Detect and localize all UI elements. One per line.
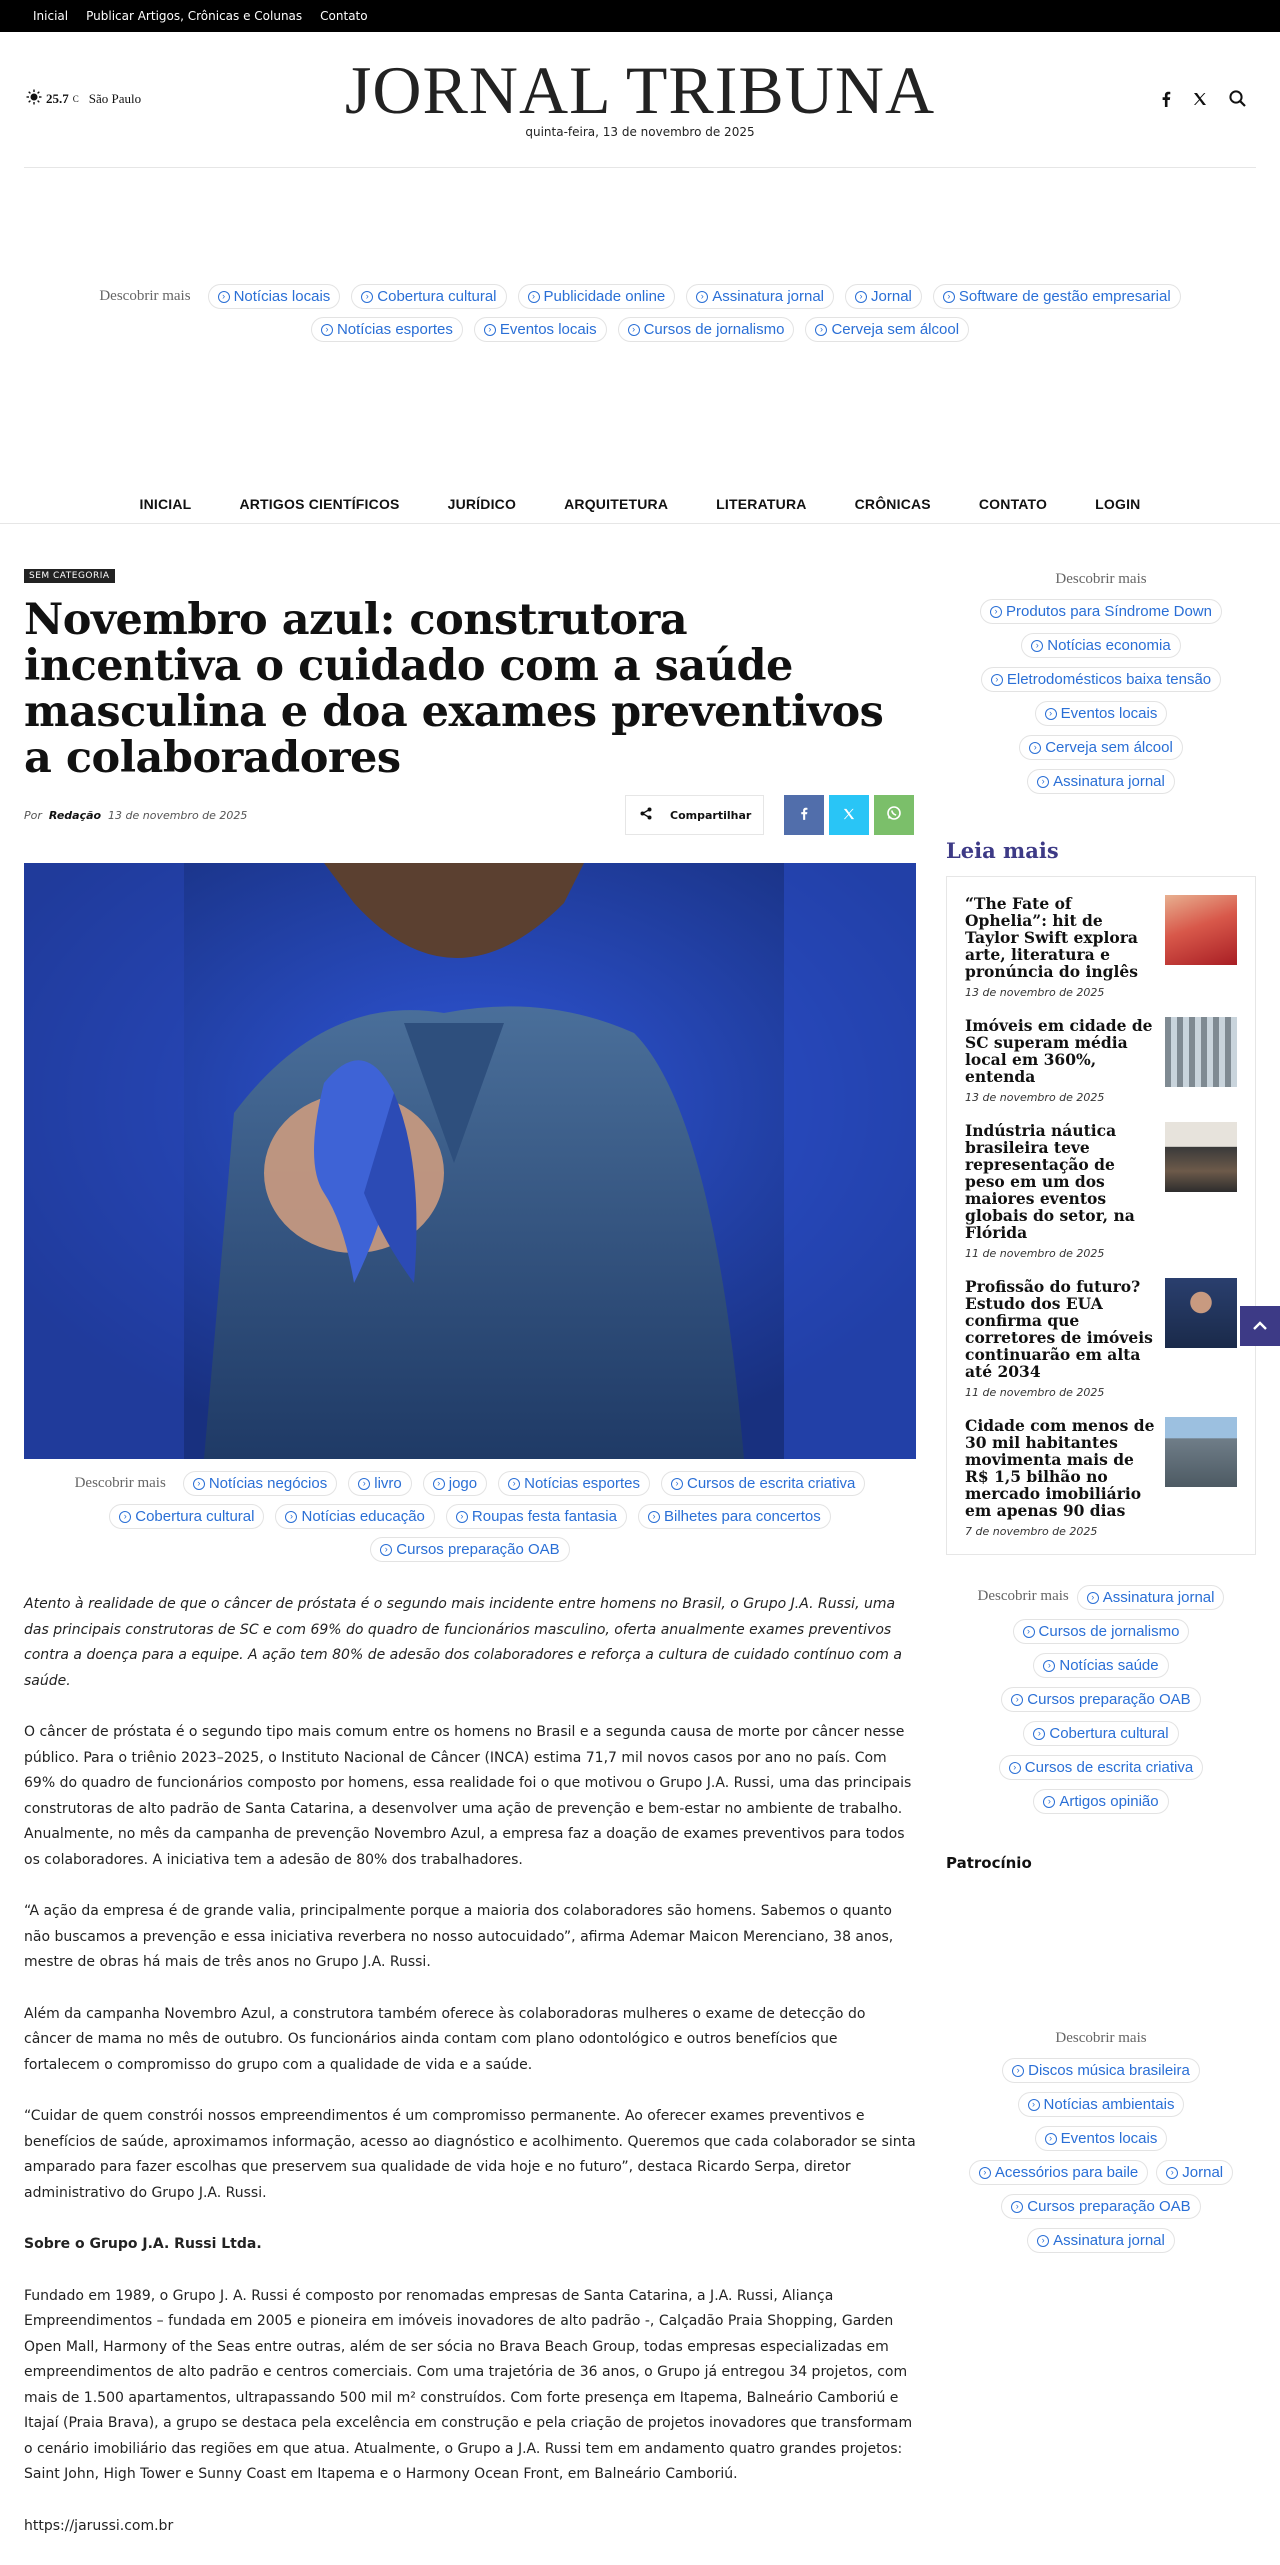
play-circle-icon: › — [1031, 640, 1043, 652]
article-column — [24, 565, 916, 2565]
discover-pill[interactable]: › Notícias saúde — [1033, 1653, 1168, 1678]
play-circle-icon: › — [508, 1478, 520, 1490]
post-title[interactable]: Profissão do futuro? Estudo dos EUA confirma que corretores de imóveis continuarão em alta até 2034 — [965, 1277, 1153, 1381]
discover-pill[interactable]: › Assinatura jornal — [1027, 2228, 1175, 2253]
discover-pill[interactable]: › Notícias educação — [275, 1504, 434, 1529]
nav-item-cronicas[interactable]: CRÔNICAS — [854, 495, 931, 512]
discover-pill[interactable]: › Acessórios para baile — [969, 2160, 1148, 2185]
discover-pill[interactable]: › Assinatura jornal — [1027, 769, 1175, 794]
topbar-link-contato[interactable]: Contato — [320, 9, 368, 23]
play-circle-icon: › — [119, 1511, 131, 1523]
article-subheading: Sobre o Grupo J.A. Russi Ltda. — [24, 2236, 262, 2252]
discover-pill[interactable]: › Cursos preparação OAB — [1001, 1687, 1200, 1712]
topbar-link-inicial[interactable]: Inicial — [33, 9, 69, 23]
list-item[interactable] — [965, 1278, 1237, 1399]
play-circle-icon: › — [1043, 1660, 1055, 1672]
discover-pill[interactable]: › Cobertura cultural — [351, 284, 506, 309]
back-to-top-button[interactable] — [1240, 1306, 1280, 1346]
discover-pill[interactable]: › Cobertura cultural — [1023, 1721, 1178, 1746]
post-thumbnail[interactable] — [1165, 1122, 1237, 1192]
discover-pill[interactable]: › Publicidade online — [518, 284, 676, 309]
nav-item-contato[interactable]: CONTATO — [978, 495, 1048, 512]
play-circle-icon: › — [943, 291, 955, 303]
discover-pill[interactable]: › Discos música brasileira — [1002, 2058, 1200, 2083]
discover-pill[interactable]: › jogo — [423, 1471, 487, 1496]
body-discover — [24, 1471, 916, 1562]
search-icon[interactable] — [1229, 90, 1246, 111]
play-circle-icon: › — [990, 606, 1002, 618]
post-thumbnail[interactable] — [1165, 1278, 1237, 1348]
topbar-link-publicar[interactable]: Publicar Artigos, Crônicas e Colunas — [86, 9, 303, 23]
x-twitter-icon[interactable] — [1193, 92, 1207, 110]
discover-pill[interactable]: › Assinatura jornal — [686, 284, 834, 309]
discover-pill[interactable]: › Software de gestão empresarial — [933, 284, 1181, 309]
x-twitter-icon — [843, 806, 855, 824]
article-paragraph: “Cuidar de quem constrói nossos empreendimentos é um compromisso permanente. Ao oferecer exames preventivos e benefícios de saúde, aproximamos informação, acesso ao diagnóstico e acolhimento. Queremos que cada colaborador se sinta amparado para fazer escolhas que preservem sua qualidade de vida hoje e no futuro”, destaca Ricardo Serpa, diretor administrativo do Grupo J.A. Russi. — [24, 2108, 916, 2201]
post-thumbnail[interactable] — [1165, 895, 1237, 965]
play-circle-icon: › — [1012, 2065, 1024, 2077]
play-circle-icon: › — [321, 324, 333, 336]
discover-pill[interactable]: › livro — [348, 1471, 412, 1496]
sidebar-discover-1 — [946, 571, 1256, 794]
discover-label: Descobrir mais — [99, 288, 191, 304]
discover-pill[interactable]: › Notícias esportes — [498, 1471, 650, 1496]
discover-pill[interactable]: › Cursos de escrita criativa — [661, 1471, 865, 1496]
share-facebook-button[interactable] — [784, 795, 824, 835]
play-circle-icon: › — [648, 1511, 660, 1523]
discover-pill[interactable]: › Assinatura jornal — [1077, 1585, 1225, 1610]
discover-pill[interactable]: › Eventos locais — [1035, 2126, 1168, 2151]
site-logo[interactable]: JORNAL TRIBUNA — [344, 52, 936, 128]
whatsapp-icon — [886, 805, 902, 825]
post-thumbnail[interactable] — [1165, 1017, 1237, 1087]
sponsorship-heading: Patrocínio — [946, 1854, 1032, 1872]
nav-item-artigos[interactable]: ARTIGOS CIENTÍFICOS — [239, 495, 400, 512]
header-date: quinta-feira, 13 de novembro de 2025 — [525, 125, 755, 139]
main-nav — [0, 484, 1280, 524]
post-title[interactable]: Cidade com menos de 30 mil habitantes movimenta mais de R$ 1,5 bilhão no mercado imobiliário em apenas 90 dias — [965, 1416, 1155, 1520]
discover-pill[interactable]: › Notícias ambientais — [1018, 2092, 1185, 2117]
discover-pill[interactable]: › Cursos de jornalismo — [1013, 1619, 1190, 1644]
discover-pill[interactable]: › Cursos de escrita criativa — [999, 1755, 1203, 1780]
play-circle-icon: › — [528, 291, 540, 303]
category-badge[interactable]: SEM CATEGORIA — [24, 569, 115, 583]
nav-item-login[interactable]: LOGIN — [1095, 495, 1141, 512]
list-item[interactable] — [965, 1417, 1237, 1538]
discover-pill[interactable]: › Cerveja sem álcool — [805, 317, 969, 342]
post-title[interactable]: Indústria náutica brasileira teve representação de peso em um dos maiores eventos globais do setor, na Flórida — [965, 1121, 1135, 1242]
post-thumbnail[interactable] — [1165, 1417, 1237, 1487]
hero-illustration — [24, 863, 916, 1459]
play-circle-icon: › — [1087, 1592, 1099, 1604]
weather-temp: 25.7 — [46, 91, 69, 106]
article-paragraph: Além da campanha Novembro Azul, a construtora também oferece às colaboradoras mulheres o exame de detecção do câncer de mama no mês de outubro. Os funcionários ainda contam com plano odontológico e outros benefícios que fortalecem o compromisso do grupo com a qualidade de vida e a saúde. — [24, 2005, 866, 2073]
post-date: 13 de novembro de 2025 — [965, 986, 1105, 999]
post-title[interactable]: Imóveis em cidade de SC superam média local em 360%, entenda — [965, 1016, 1153, 1086]
discover-label: Descobrir mais — [1055, 2030, 1147, 2046]
post-date: 11 de novembro de 2025 — [965, 1247, 1105, 1260]
discover-pill[interactable]: › Cursos preparação OAB — [1001, 2194, 1200, 2219]
play-circle-icon: › — [1043, 1796, 1055, 1808]
facebook-icon[interactable] — [1161, 91, 1171, 111]
play-circle-icon: › — [1037, 2235, 1049, 2247]
discover-pill[interactable]: › Cerveja sem álcool — [1019, 735, 1183, 760]
discover-label: Descobrir mais — [1055, 571, 1147, 587]
sidebar — [946, 565, 1256, 2253]
weather-city: São Paulo — [88, 91, 142, 106]
discover-pill[interactable]: › Bilhetes para concertos — [638, 1504, 831, 1529]
discover-pill[interactable]: › Notícias esportes — [311, 317, 463, 342]
share-whatsapp-button[interactable] — [874, 795, 914, 835]
play-circle-icon: › — [1029, 742, 1041, 754]
header-social — [1161, 90, 1246, 111]
play-circle-icon: › — [1033, 1728, 1045, 1740]
play-circle-icon: › — [285, 1511, 297, 1523]
post-date: 13 de novembro de 2025 — [965, 1091, 1105, 1104]
post-date: 11 de novembro de 2025 — [965, 1386, 1105, 1399]
play-circle-icon: › — [1045, 2133, 1057, 2145]
play-circle-icon: › — [1011, 1694, 1023, 1706]
article-body — [24, 1592, 916, 2539]
top-discover — [40, 284, 1240, 342]
discover-pill[interactable]: › Eventos locais — [1035, 701, 1168, 726]
author-link[interactable]: Redação — [48, 809, 102, 822]
play-circle-icon: › — [1009, 1762, 1021, 1774]
play-circle-icon: › — [456, 1511, 468, 1523]
facebook-icon — [800, 806, 808, 824]
play-circle-icon: › — [361, 291, 373, 303]
discover-pill[interactable]: › Notícias economia — [1021, 633, 1180, 658]
top-bar — [0, 0, 1280, 32]
play-circle-icon: › — [855, 291, 867, 303]
nav-item-literatura[interactable]: LITERATURA — [716, 495, 807, 512]
discover-pill[interactable]: › Notícias negócios — [183, 1471, 337, 1496]
discover-pill[interactable]: › Eletrodomésticos baixa tensão — [981, 667, 1221, 692]
article-paragraph: “A ação da empresa é de grande valia, principalmente porque a maioria dos colaboradores são homens. Sabemos o quanto não buscamos a prevenção e essa iniciativa reverbera no nosso autocuidado”, afirma Ademar Maicon Merenciano, 38 anos, mestre de obras há mais de três anos no Grupo J.A. Russi. — [24, 1903, 894, 1970]
byline: Por Redação — [24, 809, 102, 822]
weather-unit: C — [72, 94, 79, 104]
hero-image-blue-ribbon — [24, 863, 916, 1459]
play-circle-icon: › — [991, 674, 1003, 686]
nav-item-arquitetura[interactable]: ARQUITETURA — [564, 495, 669, 512]
chevron-up-icon — [1253, 1317, 1267, 1335]
play-circle-icon: › — [628, 324, 640, 336]
discover-label: Descobrir mais — [74, 1475, 166, 1491]
nav-item-inicial[interactable]: INICIAL — [139, 495, 192, 512]
discover-pill[interactable]: › Eventos locais — [474, 317, 607, 342]
nav-item-juridico[interactable]: JURÍDICO — [447, 495, 517, 512]
post-title[interactable]: “The Fate of Ophelia”: hit de Taylor Swift explora arte, literatura e pronúncia do inglês — [965, 894, 1138, 981]
discover-label: Descobrir mais — [977, 1588, 1069, 1604]
discover-pill[interactable]: › Cobertura cultural — [109, 1504, 264, 1529]
discover-pill[interactable]: › Jornal — [1156, 2160, 1233, 2185]
article-lead: Atento à realidade de que o câncer de próstata é o segundo mais incidente entre homens no Brasil, o Grupo J.A. Russi, uma das principais construtoras de SC e com 69% do quadro de funcionários masculino, oferta anualmente exames preventivos contra a doença para a equipe. A ação tem 80% de adesão dos colaboradores e reforça a cultura de cuidado contínuo com a saúde. — [24, 1596, 902, 1689]
leia-mais-heading: Leia mais — [946, 838, 1059, 863]
discover-pill[interactable]: › Produtos para Síndrome Down — [980, 599, 1222, 624]
list-item[interactable] — [965, 895, 1237, 999]
discover-pill[interactable]: › Notícias locais — [208, 284, 341, 309]
discover-pill[interactable]: › Cursos de jornalismo — [618, 317, 795, 342]
article-meta — [24, 795, 916, 839]
play-circle-icon: › — [671, 1478, 683, 1490]
post-date: 7 de novembro de 2025 — [965, 1525, 1098, 1538]
play-circle-icon: › — [815, 324, 827, 336]
play-circle-icon: › — [1037, 776, 1049, 788]
play-circle-icon: › — [380, 1544, 392, 1556]
article-date: 13 de novembro de 2025 — [108, 809, 248, 822]
play-circle-icon: › — [218, 291, 230, 303]
discover-pill[interactable]: › Artigos opinião — [1033, 1789, 1168, 1814]
play-circle-icon: › — [433, 1478, 445, 1490]
share-x-button[interactable] — [829, 795, 869, 835]
site-header — [24, 32, 1256, 168]
play-circle-icon: › — [1011, 2201, 1023, 2213]
play-circle-icon: › — [1166, 2167, 1178, 2179]
discover-pill[interactable]: › Cursos preparação OAB — [370, 1537, 569, 1562]
article-link[interactable]: https://jarussi.com.br — [24, 2517, 174, 2534]
play-circle-icon: › — [1045, 708, 1057, 720]
sidebar-discover-2 — [946, 1585, 1256, 1814]
share-icon — [640, 807, 652, 823]
play-circle-icon: › — [193, 1478, 205, 1490]
play-circle-icon: › — [1023, 1626, 1035, 1638]
sidebar-discover-3 — [946, 2030, 1256, 2253]
play-circle-icon: › — [1028, 2099, 1040, 2111]
article-title: Novembro azul: construtora incentiva o cuidado com a saúde masculina e doa exames preventivos a colaboradores — [24, 595, 884, 783]
play-circle-icon: › — [358, 1478, 370, 1490]
share-button[interactable]: Compartilhar — [625, 795, 764, 835]
play-circle-icon: › — [484, 324, 496, 336]
discover-pill[interactable]: › Roupas festa fantasia — [446, 1504, 627, 1529]
list-item[interactable] — [965, 1017, 1237, 1104]
play-circle-icon: › — [979, 2167, 991, 2179]
play-circle-icon: › — [696, 291, 708, 303]
leia-mais-list — [946, 876, 1256, 1555]
article-paragraph: O câncer de próstata é o segundo tipo mais comum entre os homens no Brasil e a segunda causa de morte por câncer nesse público. Para o triênio 2023–2025, o Instituto Nacional de Câncer (INCA) estima 71,7 mil novos casos por ano no país. Com 69% do quadro de funcionários composto por homens, essa realidade foi o que motivou o Grupo J.A. Russi, uma das principais construtoras de alto padrão de Santa Catarina, a desenvolver uma ação de prevenção e bem-estar no ambiente de trabalho. Anualmente, no mês da campanha de prevenção Novembro Azul, a empresa faz a doação de exames preventivos para todos os colaboradores. A iniciativa tem a adesão de 80% dos trabalhadores. — [24, 1724, 912, 1868]
discover-pill[interactable]: › Jornal — [845, 284, 922, 309]
article-paragraph: Fundado em 1989, o Grupo J. A. Russi é composto por renomadas empresas de Santa Catarina, a J.A. Russi, Aliança Empreendimentos – fundada em 2005 e pioneira em imóveis inovadores de alto padrão -, Calçadão Praia Shopping, Garden Open Mall, Harmony of the Seas entre outras, além de ser sócia no Brava Beach Group, todas empresas especializadas em empreendimentos de alto padrão e centros comerciais. Com uma trajetória de 36 anos, o Grupo já entregou 34 projetos, com mais de 1.500 apartamentos, ultrapassando 500 mil m² construídos. Com forte presença em Itapema, Balneário Camboriú e Itajaí (Praia Brava), a grupo se destaca pela excelência em construção e pela criação de projetos inovadores que transformam o cenário imobiliário das regiões em que atua. Atualmente, o Grupo a J.A. Russi tem em andamento quatro grandes projetos: Saint John, High Tower e Sunny Coast em Itapema e o Harmony Ocean Front, em Balneário Camboriú. — [24, 2287, 913, 2482]
list-item[interactable] — [965, 1122, 1237, 1260]
